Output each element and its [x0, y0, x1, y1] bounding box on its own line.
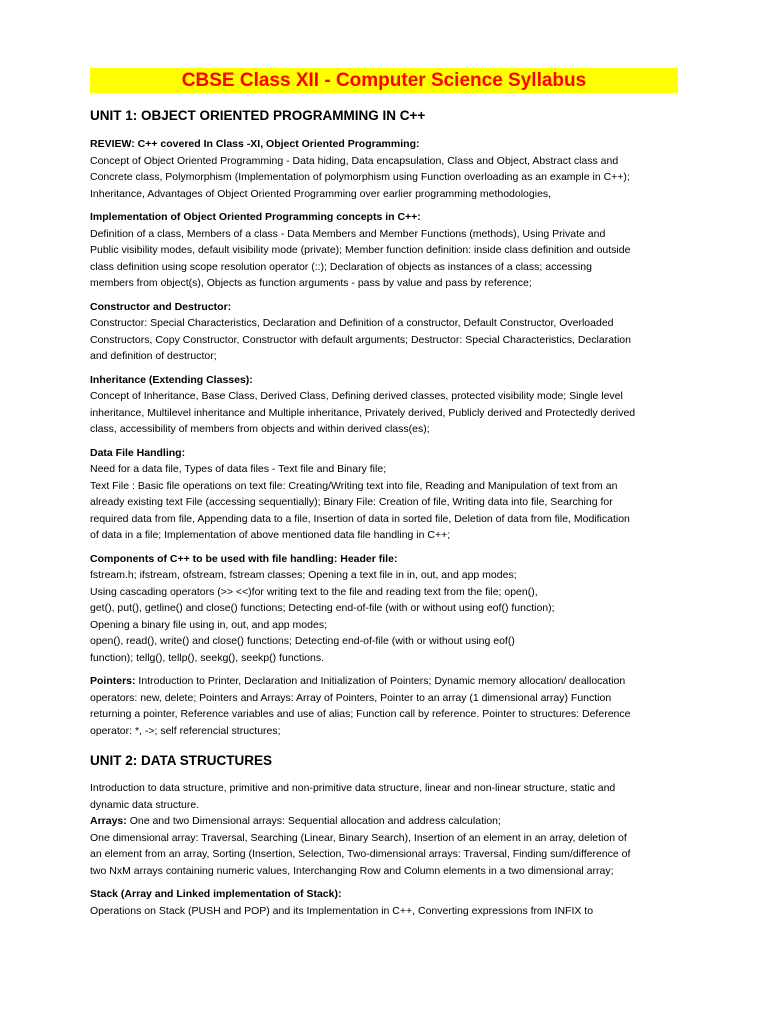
body-line: two NxM arrays containing numeric values, Interchanging Row and Column elements in a two dimensional array; [90, 864, 614, 877]
arrays-first-line: One and two Dimensional arrays: Sequential allocation and address calculation; [126, 815, 501, 827]
body-line: already existing text File (accessing sequentially); Binary File: Creation of file, Writing data into file, Searching for [90, 496, 613, 508]
body-line: One dimensional array: Traversal, Searching (Linear, Binary Search), Insertion of an element in an array, deletion of [90, 831, 627, 844]
body-line: function); tellg(), tellp(), seekg(), seekp() functions. [90, 651, 325, 664]
section-review [90, 136, 682, 202]
section-title: Inheritance (Extending Classes): [90, 373, 253, 386]
body-line: class, accessibility of members from objects and within derived class(es); [90, 423, 430, 435]
section-data-structures-intro [90, 780, 682, 813]
section-title: Implementation of Object Oriented Programming concepts in C++: [90, 211, 421, 223]
body-line: Need for a data file, Types of data files - Text file and Binary file; [90, 463, 387, 475]
body-line: members from object(s), Objects as function arguments - pass by value and pass by reference; [90, 277, 532, 289]
body-line: Concrete class, Polymorphism (Implementation of polymorphism using Function overloading as an example in C++); [90, 171, 630, 183]
body-line: Using cascading operators (>> <<)for writing text to the file and reading text from the file; open(), [90, 585, 538, 598]
section-data-file-handling [90, 445, 682, 544]
section-title: Constructor and Destructor: [90, 300, 232, 313]
body-line: Definition of a class, Members of a class - Data Members and Member Functions (methods), Using Private and [90, 227, 606, 240]
body-line: an element from an array, Sorting (Insertion, Selection, Two-dimensional arrays: Traversal, Finding sum/difference of [90, 848, 631, 860]
section-pointers [90, 673, 682, 739]
section-constructor-destructor [90, 299, 682, 365]
body-line: returning a pointer, Reference variables and use of alias; Function call by reference. Pointer to structures: Deference [90, 708, 631, 720]
body-line: open(), read(), write() and close() functions; Detecting end-of-file (with or without using eof() [90, 635, 515, 647]
title-banner [90, 68, 678, 93]
section-file-components [90, 551, 682, 667]
body-line: Concept of Inheritance, Base Class, Derived Class, Defining derived classes, protected visibility mode; Single level [90, 390, 623, 402]
body-line: Introduction to data structure, primitive and non-primitive data structure, linear and non-linear structure, static and [90, 782, 616, 794]
body-line: operator: *, ->; self referencial structures; [90, 724, 281, 737]
body-line: required data from file, Appending data to a file, Insertion of data in sorted file, Deletion of data from file, Modification [90, 512, 630, 525]
section-title: Data File Handling: [90, 446, 186, 459]
body-line: Constructor: Special Characteristics, Declaration and Definition of a constructor, Default Constructor, Overloaded [90, 317, 614, 329]
section-title: Stack (Array and Linked implementation of Stack): [90, 888, 342, 900]
section-inheritance [90, 372, 682, 438]
section-title: REVIEW: C++ covered In Class -XI, Object Oriented Programming: [90, 138, 420, 150]
body-line: inheritance, Multilevel inheritance and Multiple inheritance, Privately derived, Publicly derived and Protectedly derived [90, 406, 636, 419]
body-line: Opening a binary file using in, out, and app modes; [90, 618, 327, 631]
body-line: dynamic data structure. [90, 798, 200, 811]
body-line: Inheritance, Advantages of Object Oriented Programming over earlier programming methodologies, [90, 187, 552, 200]
body-line: Operations on Stack (PUSH and POP) and its Implementation in C++, Converting expressions from INFIX to [90, 904, 594, 917]
body-line [90, 813, 682, 830]
section-stack [90, 886, 682, 919]
body-line: and definition of destructor; [90, 350, 217, 362]
section-title: Components of C++ to be used with file handling: Header file: [90, 552, 398, 565]
body-line: get(), put(), getline() and close() functions; Detecting end-of-file (with or without using eof() function); [90, 602, 555, 614]
body-line: of data in a file; Implementation of above mentioned data file handling in C++; [90, 529, 451, 541]
body-line [90, 673, 682, 690]
pointers-first-line: Introduction to Printer, Declaration and Initialization of Pointers; Dynamic memory allocation/ deallocation [135, 675, 626, 687]
body-line: Concept of Object Oriented Programming - Data hiding, Data encapsulation, Class and Object, Abstract class and [90, 154, 619, 167]
section-arrays [90, 813, 682, 879]
syllabus-content [90, 107, 682, 926]
unit2-heading: UNIT 2: DATA STRUCTURES [90, 753, 272, 768]
section-oop-implementation [90, 209, 682, 292]
body-line: Text File : Basic file operations on text file: Creating/Writing text into file, Reading and Manipulation of text from an [90, 479, 618, 492]
unit1-heading: UNIT 1: OBJECT ORIENTED PROGRAMMING IN C++ [90, 108, 426, 123]
arrays-label: Arrays: [90, 815, 127, 827]
body-line: Constructors, Copy Constructor, Constructor with default arguments; Destructor: Special Characteristics, Declaration [90, 333, 631, 346]
body-line: operators: new, delete; Pointers and Arrays: Array of Pointers, Pointer to an array (1 dimensional array) Function [90, 691, 612, 704]
pointers-label: Pointers: [90, 675, 136, 687]
body-line: fstream.h; ifstream, ofstream, fstream classes; Opening a text file in in, out, and app modes; [90, 569, 517, 581]
syllabus-title: CBSE Class XII - Computer Science Syllabus [181, 70, 587, 91]
body-line: class definition using scope resolution operator (::); Declaration of objects as instances of a class; accessing [90, 260, 592, 273]
body-line: Public visibility modes, default visibility mode (private); Member function definition: inside class definition and outside [90, 244, 631, 256]
